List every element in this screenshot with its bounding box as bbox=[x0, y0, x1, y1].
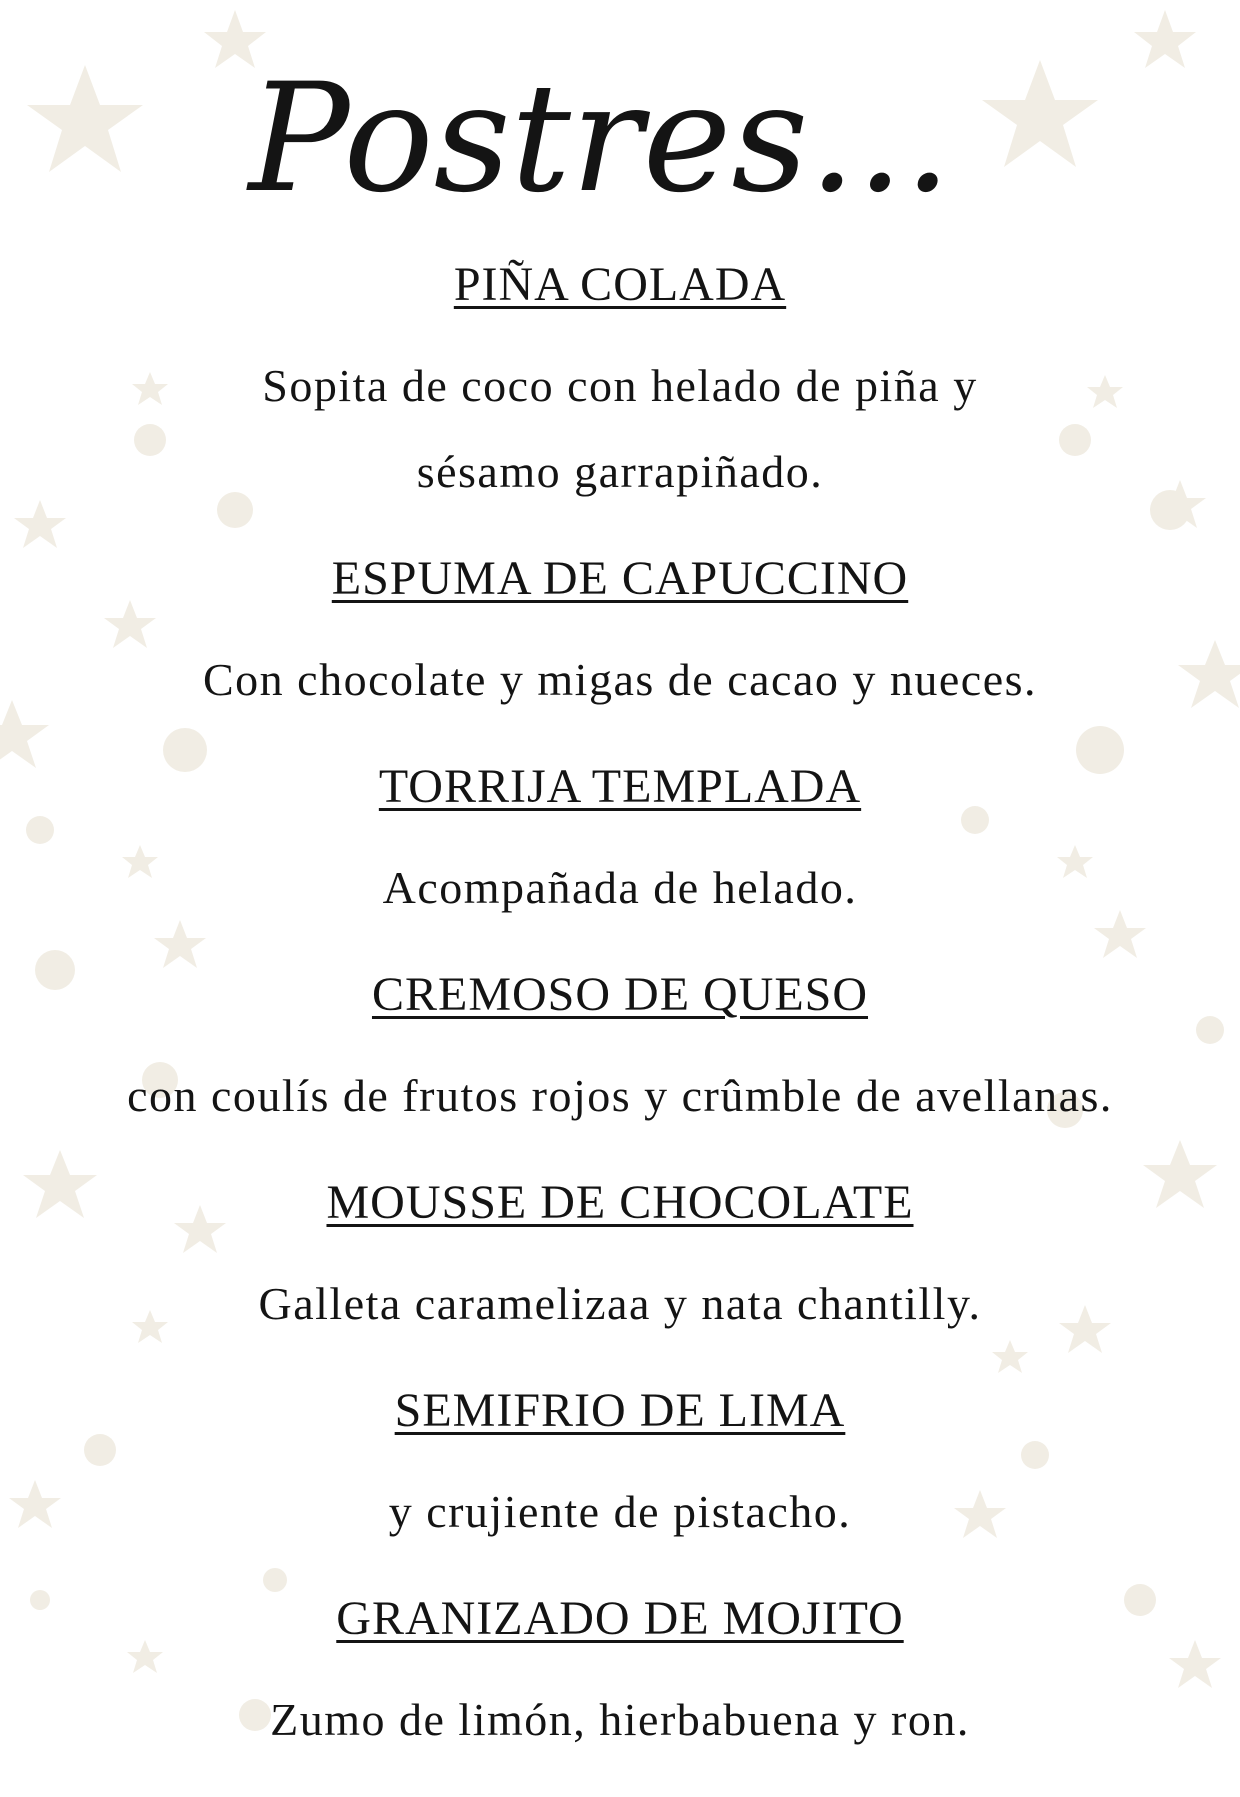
menu-item-name: SEMIFRIO DE LIMA bbox=[394, 1384, 846, 1437]
menu-item-name: ESPUMA DE CAPUCCINO bbox=[331, 552, 909, 605]
menu-item bbox=[0, 1381, 1240, 1555]
menu-item-name: GRANIZADO DE MOJITO bbox=[336, 1592, 904, 1645]
menu-item-description: sésamo garrapiñado. bbox=[416, 446, 824, 497]
menu-item-name: MOUSSE DE CHOCOLATE bbox=[326, 1176, 914, 1229]
menu-item-description: Acompañada de helado. bbox=[382, 862, 858, 913]
menu-item-description: con coulís de frutos rojos y crûmble de avellanas. bbox=[127, 1070, 1113, 1121]
menu-item-name: PIÑA COLADA bbox=[453, 258, 787, 311]
menu-item-description: Con chocolate y migas de cacao y nueces. bbox=[202, 654, 1038, 705]
menu-item-description: Sopita de coco con helado de piña y bbox=[262, 360, 978, 411]
menu-title-text: Postres... bbox=[248, 52, 952, 226]
menu-title bbox=[0, 0, 1240, 250]
menu-item bbox=[0, 549, 1240, 723]
menu-item bbox=[0, 255, 1240, 515]
menu-item-name: TORRIJA TEMPLADA bbox=[378, 760, 862, 813]
menu-item bbox=[0, 757, 1240, 931]
menu-item-description: Galleta caramelizaa y nata chantilly. bbox=[258, 1278, 982, 1329]
menu-item-description: y crujiente de pistacho. bbox=[388, 1486, 852, 1537]
menu-item bbox=[0, 1589, 1240, 1763]
menu-item bbox=[0, 965, 1240, 1139]
menu-item-description: Zumo de limón, hierbabuena y ron. bbox=[270, 1694, 970, 1745]
menu-item bbox=[0, 1173, 1240, 1347]
menu-list bbox=[0, 255, 1240, 1797]
menu-item-name: CREMOSO DE QUESO bbox=[371, 968, 869, 1021]
